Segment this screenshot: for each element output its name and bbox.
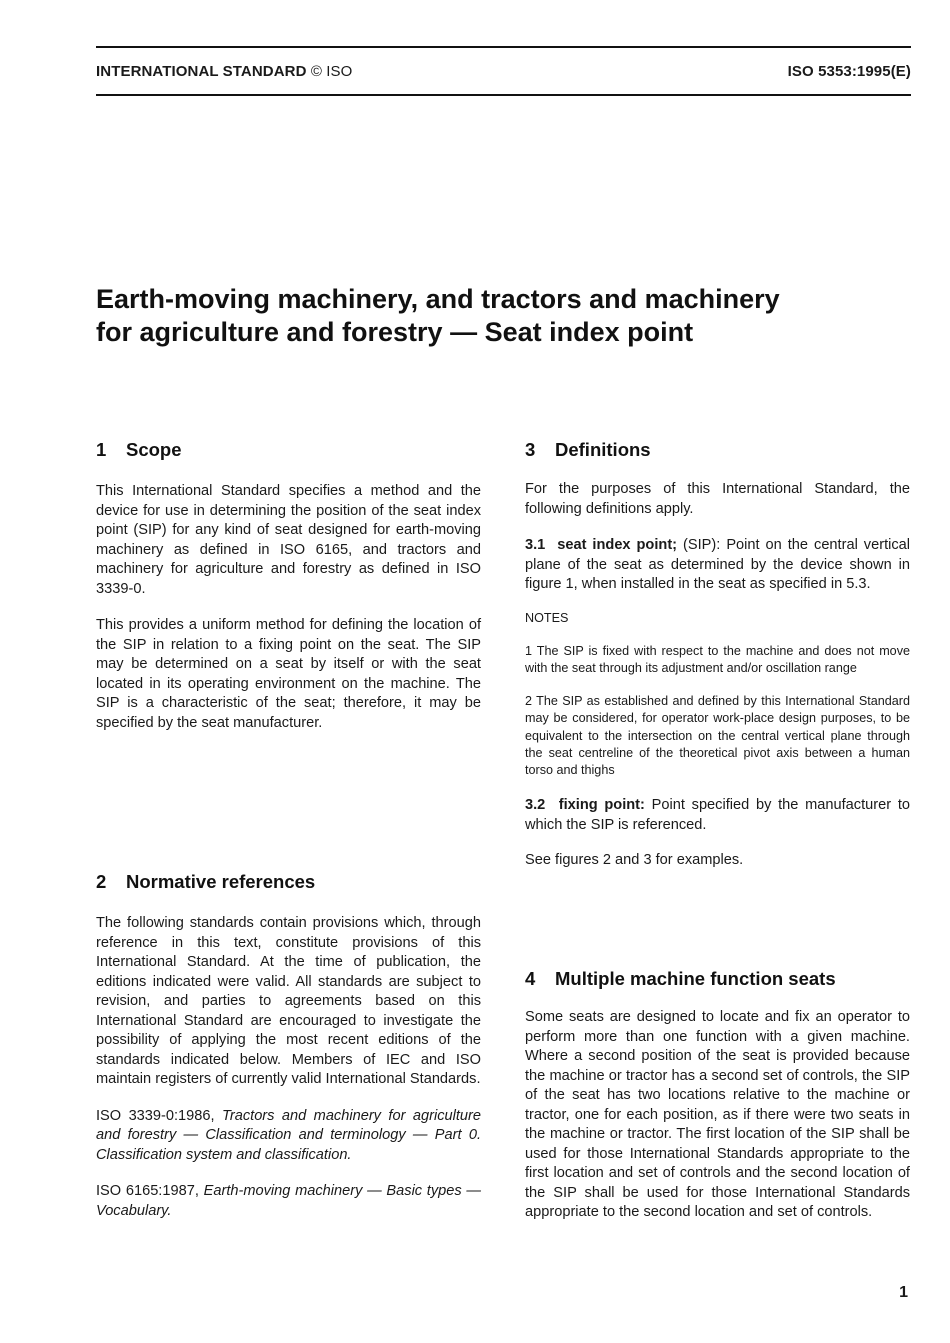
reference-1-title: Tractors and machinery for agriculture and forestry — Classification and terminology — Part 0. Classification system and classification.	[96, 1107, 481, 1163]
reference-iso-3339	[96, 1107, 481, 1166]
section-3-number: 3	[525, 439, 536, 460]
section-2-title: Normative references	[126, 871, 316, 892]
scope-body	[96, 482, 481, 733]
scope-paragraph-2: This provides a uniform method for defining the location of the SIP in relation to a fixing point on the seat. The SIP may be determined on a seat by itself or with the seat located in its operating environment on the machine. The SIP is a characteristic of the seat; therefore, it may be specified by the seat manufacturer.	[96, 617, 481, 731]
section-3-title: Definitions	[555, 439, 651, 460]
normative-paragraph: The following standards contain provisions which, through reference in this text, constitute provisions of this International Standard. At the time of publication, the editions indicated were valid. All standards are subject to revision, and parties to agreements based on this International Standard are encouraged to investigate the possibility of applying the most recent editions of the standards indicated below. Members of IEC and ISO maintain registers of currently valid International Standards.	[96, 915, 481, 1087]
section-4-heading	[525, 968, 836, 990]
section-2-heading	[96, 871, 315, 893]
definitions-intro: For the purposes of this International Standard, the following definitions apply.	[525, 481, 910, 517]
section-4-title: Multiple machine function seats	[555, 968, 836, 989]
definition-3-1-term: seat index point;	[557, 537, 678, 553]
header-standard-label: INTERNATIONAL STANDARD	[96, 63, 307, 80]
definition-3-2	[525, 796, 910, 835]
header-bottom-rule	[96, 94, 911, 96]
definition-3-2-term: fixing point:	[558, 797, 645, 814]
section-1-title: Scope	[126, 439, 182, 460]
reference-iso-6165	[96, 1182, 481, 1221]
definitions-see-figures: See figures 2 and 3 for examples.	[525, 852, 744, 869]
page-number: 1	[899, 1284, 908, 1301]
section-2-number: 2	[96, 871, 107, 892]
scope-paragraph-1: This International Standard specifies a method and the device for use in determining the position of the seat index point (SIP) for any kind of seat designed for earth-moving machinery as defined in ISO 6165, and tractors and machinery for agriculture and forestry as defined in ISO 3339-0.	[96, 483, 481, 597]
reference-2-code: ISO 6165:1987,	[96, 1183, 199, 1199]
section-1-heading	[96, 439, 182, 461]
reference-2-title: Earth-moving machinery — Basic types — Vocabulary.	[96, 1183, 481, 1219]
header-doc-number: ISO 5353:1995(E)	[787, 63, 911, 80]
header-copyright: © ISO	[310, 63, 353, 80]
definition-3-1-abbr: (SIP):	[683, 537, 721, 553]
definition-3-1-text: Point on the central vertical plane of the seat as determined by the device shown in figure 1, when installed in the seat as specified in 5.3.	[525, 537, 911, 592]
normative-body	[96, 914, 481, 1221]
note-2: 2 The SIP as established and defined by this International Standard may be considered, for operator work-place design purposes, to be equivalent to the intersection on the central vertical plane through the seat centreline of the theoretical pivot axis between a human torso and thighs	[525, 694, 910, 777]
multiple-paragraph: Some seats are designed to locate and fix an operator to perform more than one function with a given machine. Where a second position of the seat is provided because the machine or tractor has a second set of controls, the SIP of the seat has two locations relative to the machine or tractor, one for each position, as if there were two seats in the machine or tractor. The first location of the SIP shall be used for those International Standards appropriate to the first location and set of controls and the second location of the SIP shall be used for those International Standards appropriate to the second location and set of controls.	[525, 1009, 910, 1220]
section-1-number: 1	[96, 439, 107, 460]
section-4-number: 4	[525, 968, 536, 989]
notes-label: NOTES	[525, 610, 569, 625]
note-1: 1 The SIP is fixed with respect to the machine and does not move with the seat through its adjustment and/or oscillation range	[525, 643, 910, 675]
title-line-2: for agriculture and forestry — Seat index point	[96, 317, 694, 347]
title-line-1: Earth-moving machinery, and tractors and machinery	[96, 284, 780, 314]
definition-3-1-number: 3.1	[525, 537, 546, 553]
header-left	[96, 63, 352, 80]
document-title	[96, 283, 896, 349]
definition-3-2-text: Point specified by the manufacturer to which the SIP is referenced.	[525, 797, 910, 833]
definitions-body	[525, 480, 910, 871]
multiple-body	[525, 1008, 910, 1223]
header-top-rule	[96, 46, 911, 48]
reference-1-code: ISO 3339-0:1986,	[96, 1107, 215, 1124]
section-3-heading	[525, 439, 651, 461]
definition-3-1	[525, 536, 910, 595]
definition-3-2-number: 3.2	[525, 797, 546, 814]
